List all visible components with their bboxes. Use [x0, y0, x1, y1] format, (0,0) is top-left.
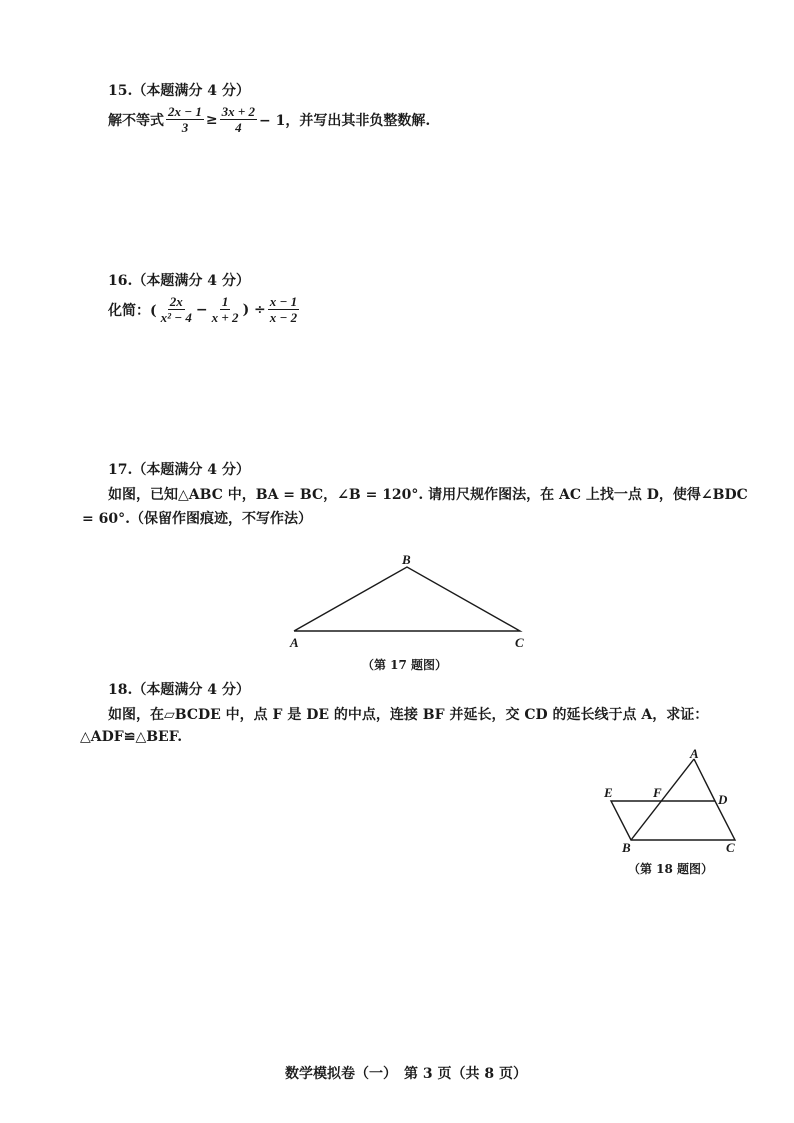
- q18-label-c: C: [726, 840, 735, 855]
- q18-label-f: F: [653, 785, 662, 800]
- q17-label-b: B: [402, 552, 411, 567]
- q17-label-a: A: [290, 635, 299, 650]
- q16-frac2-numerator: 1: [221, 294, 229, 309]
- q17-line2: = 60°.（保留作图痕迹，不写作法）: [82, 511, 312, 527]
- q16-frac2-denominator: x + 2: [211, 310, 239, 325]
- q16-fraction-2: [210, 294, 241, 325]
- page-footer: 数学模拟卷（一） 第 3 页（共 8 页）: [285, 1066, 527, 1082]
- q15-tail: − 1，并写出其非负整数解.: [259, 112, 431, 129]
- q16-minus-sign: −: [195, 301, 208, 318]
- q15-problem: [108, 104, 430, 135]
- q18-line2: △ADF≌△BEF.: [80, 729, 183, 745]
- q16-header: 16.（本题满分 4 分）: [108, 273, 250, 289]
- q18-caption: （第 18 题图）: [628, 862, 714, 876]
- q16-problem: [108, 294, 301, 325]
- q18-label-b: B: [622, 840, 631, 855]
- q17-triangle-abc: [294, 567, 520, 631]
- q16-fraction-1: [159, 294, 194, 325]
- q15-fraction-left: [166, 104, 204, 135]
- q17-triangle-figure: [280, 548, 540, 654]
- q15-frac2-numerator: 3x + 2: [221, 104, 256, 119]
- q16-frac3-denominator: x − 2: [269, 310, 298, 325]
- q16-frac1-numerator: 2x: [169, 294, 183, 309]
- q18-label-a: A: [690, 746, 699, 761]
- q15-fraction-right: [220, 104, 257, 135]
- q16-fraction-3: [268, 294, 299, 325]
- q17-line1: 如图，已知△ABC 中，BA = BC，∠B = 120°. 请用尺规作图法，在 AC 上找一点 D，使得∠BDC: [108, 487, 748, 503]
- q16-lead: 化简：(: [108, 302, 157, 319]
- q17-header: 17.（本题满分 4 分）: [108, 462, 250, 478]
- q18-header: 18.（本题满分 4 分）: [108, 682, 250, 698]
- q15-frac1-numerator: 2x − 1: [168, 104, 202, 119]
- q15-frac1-denominator: 3: [181, 120, 189, 135]
- q16-divide-sign: ) ÷: [242, 301, 266, 318]
- q18-parallelogram-bcde: [611, 801, 735, 840]
- q18-parallelogram-figure: [598, 746, 743, 856]
- q17-label-c: C: [515, 635, 524, 650]
- q17-caption: （第 17 题图）: [362, 658, 448, 672]
- q18-line1: 如图，在▱BCDE 中，点 F 是 DE 的中点，连接 BF 并延长，交 CD 的延长线于点 A，求证：: [108, 707, 709, 723]
- q15-lead: 解不等式: [108, 112, 164, 129]
- q18-segment-ba: [631, 759, 694, 840]
- q15-geq-sign: ≥: [205, 111, 218, 128]
- q16-frac3-numerator: x − 1: [269, 294, 298, 309]
- q18-label-d: D: [718, 792, 728, 807]
- q18-segment-da: [694, 759, 715, 801]
- q18-label-e: E: [604, 785, 613, 800]
- q16-frac1-denominator: x² − 4: [160, 310, 192, 325]
- q15-frac2-denominator: 4: [235, 120, 242, 135]
- q15-header: 15.（本题满分 4 分）: [108, 83, 250, 99]
